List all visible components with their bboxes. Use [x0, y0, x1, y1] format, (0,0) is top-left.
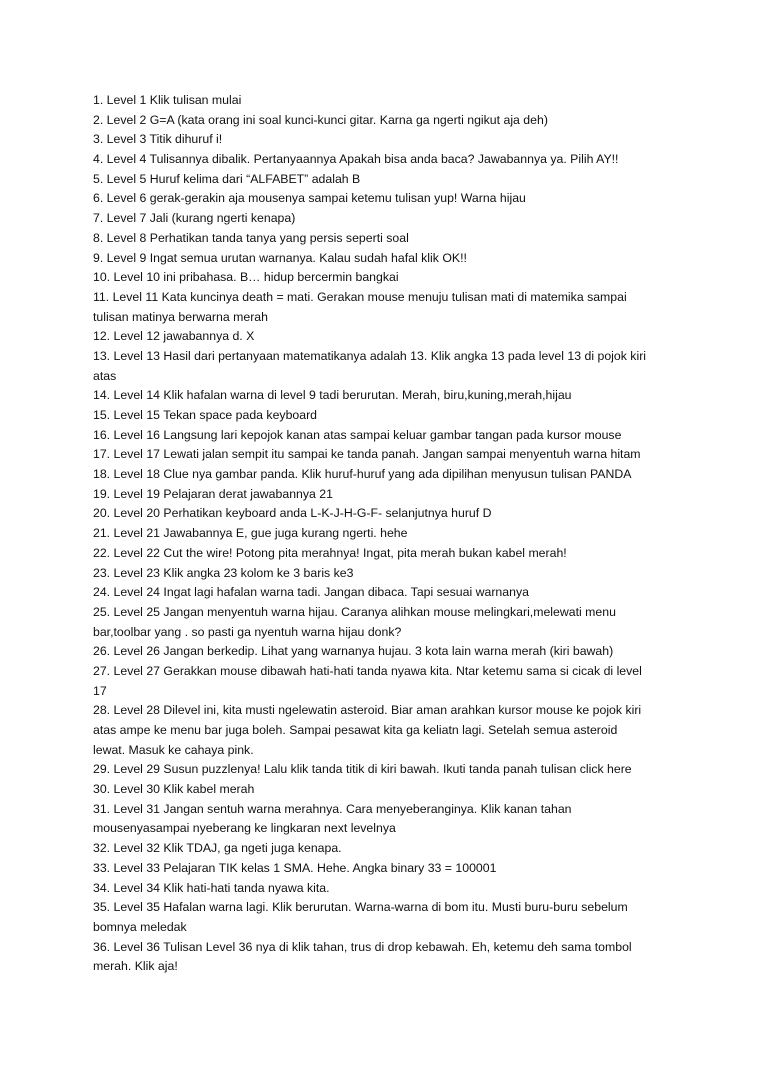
text-line: 28. Level 28 Dilevel ini, kita musti ngelewatin asteroid. Biar aman arahkan kursor mouse ke pojok kiri	[93, 703, 642, 718]
document-body	[93, 91, 679, 977]
text-line: 36. Level 36 Tulisan Level 36 nya di klik tahan, trus di drop kebawah. Eh, ketemu deh sama tombol	[93, 939, 632, 954]
text-line: 18. Level 18 Clue nya gambar panda. Klik huruf-huruf yang ada dipilihan menyusun tulisan PANDA	[93, 467, 632, 482]
text-line: 3. Level 3 Titik dihuruf i!	[93, 132, 223, 147]
text-line: 35. Level 35 Hafalan warna lagi. Klik berurutan. Warna-warna di bom itu. Musti buru-buru sebelum	[93, 900, 628, 915]
text-line: 8. Level 8 Perhatikan tanda tanya yang persis seperti soal	[93, 230, 409, 245]
text-line: tulisan matinya berwarna merah	[93, 309, 268, 324]
text-line: 25. Level 25 Jangan menyentuh warna hijau. Caranya alihkan mouse melingkari,melewati menu	[93, 604, 616, 619]
text-line: 17. Level 17 Lewati jalan sempit itu sampai ke tanda panah. Jangan sampai menyentuh warna hitam	[93, 447, 641, 462]
text-line: 1. Level 1 Klik tulisan mulai	[93, 93, 242, 107]
text-line: mousenyasampai nyeberang ke lingkaran next levelnya	[93, 821, 396, 836]
text-line: 15. Level 15 Tekan space pada keyboard	[93, 408, 318, 422]
text-line: 7. Level 7 Jali (kurang ngerti kenapa)	[93, 211, 296, 226]
text-line: 10. Level 10 ini pribahasa. B… hidup bercermin bangkai	[93, 270, 399, 285]
text-line: 17	[93, 683, 107, 698]
text-line: 33. Level 33 Pelajaran TIK kelas 1 SMA. Hehe. Angka binary 33 = 100001	[93, 860, 497, 875]
text-line: 34. Level 34 Klik hati-hati tanda nyawa kita.	[93, 880, 330, 895]
text-line: 11. Level 11 Kata kuncinya death = mati. Gerakan mouse menuju tulisan mati di matemika sampai	[93, 289, 627, 304]
text-line: 29. Level 29 Susun puzzlenya! Lalu klik tanda titik di kiri bawah. Ikuti tanda panah tulisan click here	[93, 762, 632, 777]
text-line: lewat. Masuk ke cahaya pink.	[93, 742, 254, 757]
text-line: 24. Level 24 Ingat lagi hafalan warna tadi. Jangan dibaca. Tapi sesuai warnanya	[93, 585, 529, 600]
text-line: 32. Level 32 Klik TDAJ, ga ngeti juga kenapa.	[93, 841, 342, 856]
text-line: bar,toolbar yang . so pasti ga nyentuh warna hijau donk?	[93, 624, 402, 639]
text-line: 14. Level 14 Klik hafalan warna di level 9 tadi berurutan. Merah, biru,kuning,merah,hijau	[93, 388, 572, 403]
text-line: atas	[93, 368, 117, 383]
text-line: 27. Level 27 Gerakkan mouse dibawah hati-hati tanda nyawa kita. Ntar ketemu sama si cicak di level	[93, 663, 642, 678]
text-line: 20. Level 20 Perhatikan keyboard anda L-K-J-H-G-F- selanjutnya huruf D	[93, 506, 492, 521]
text-line: 4. Level 4 Tulisannya dibalik. Pertanyaannya Apakah bisa anda baca? Jawabannya ya. Pilih AY!!	[93, 152, 619, 167]
text-line: 30. Level 30 Klik kabel merah	[93, 782, 255, 797]
text-line: 6. Level 6 gerak-gerakin aja mousenya sampai ketemu tulisan yup! Warna hijau	[93, 191, 526, 206]
text-line: 21. Level 21 Jawabannya E, gue juga kurang ngerti. hehe	[93, 526, 408, 541]
text-line: 9. Level 9 Ingat semua urutan warnanya. Kalau sudah hafal klik OK!!	[93, 250, 467, 265]
text-line: 13. Level 13 Hasil dari pertanyaan matematikanya adalah 13. Klik angka 13 pada level 13 di pojok kiri	[93, 348, 647, 363]
text-line: 12. Level 12 jawabannya d. X	[93, 329, 255, 344]
text-line: merah. Klik aja!	[93, 959, 178, 974]
text-line: 31. Level 31 Jangan sentuh warna merahnya. Cara menyeberanginya. Klik kanan tahan	[93, 801, 572, 816]
text-line: bomnya meledak	[93, 919, 187, 934]
text-line: atas ampe ke menu bar juga boleh. Sampai pesawat kita ga keliatn lagi. Setelah semua asteroid	[93, 723, 618, 737]
text-line: 22. Level 22 Cut the wire! Potong pita merahnya! Ingat, pita merah bukan kabel merah!	[93, 545, 567, 560]
text-line: 2. Level 2 G=A (kata orang ini soal kunci-kunci gitar. Karna ga ngerti ngikut aja deh)	[93, 112, 548, 127]
text-line: 23. Level 23 Klik angka 23 kolom ke 3 baris ke3	[93, 565, 354, 580]
text-line: 26. Level 26 Jangan berkedip. Lihat yang warnanya hujau. 3 kota lain warna merah (kiri bawah)	[93, 644, 614, 659]
text-line: 19. Level 19 Pelajaran derat jawabannya 21	[93, 486, 333, 501]
text-line: 5. Level 5 Huruf kelima dari “ALFABET” adalah B	[93, 171, 361, 186]
text-line: 16. Level 16 Langsung lari kepojok kanan atas sampai keluar gambar tangan pada kursor mouse	[93, 427, 622, 442]
